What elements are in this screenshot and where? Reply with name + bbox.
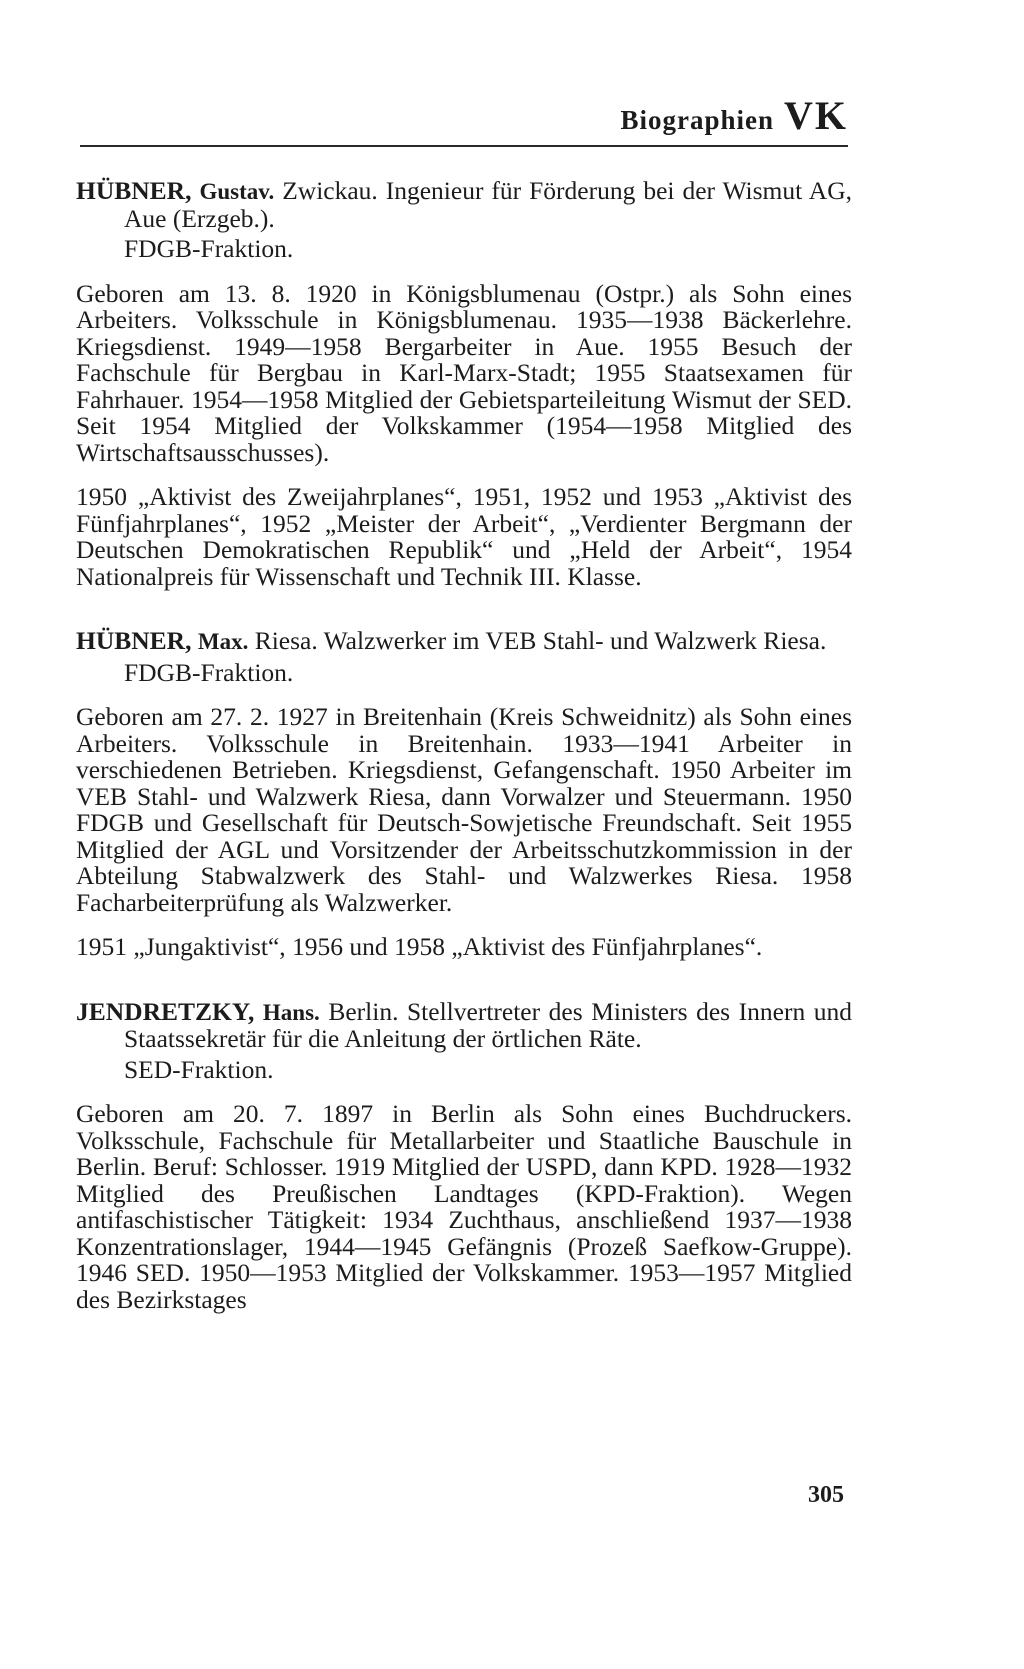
entry-heading [76, 628, 852, 656]
biography-entry [76, 178, 852, 590]
biography-entry [76, 996, 852, 1314]
entry-given-name: Max. [197, 629, 249, 654]
entry-biography: Geboren am 27. 2. 1927 in Breitenhain (Kreis Schweidnitz) als Sohn eines Arbeiters. Volksschule in Breitenhain. 1933—1941 Arbeiter in verschiedenen Betrieben. Kriegsdienst, Gefangenschaft. 1950 Arbeiter im VEB Stahl- und Walzwerk Riesa, dann Vorwalzer und Steuermann. 1950 FDGB und Gesellschaft für Deutsch-Sowjetische Freundschaft. Seit 1955 Mitglied der AGL und Vorsitzender der Arbeitsschutzkommission in der Abteilung Stabwalzwerk des Stahl- und Walzwerkes Riesa. 1958 Facharbeiterprüfung als Walzwerker. [76, 702, 852, 917]
entry-fraction: FDGB-Fraktion. [124, 234, 294, 263]
running-header [80, 92, 848, 147]
entry-position: Zwickau. Ingenieur für Förderung bei der Wismut AG, Aue (Erzgeb.). [124, 176, 852, 233]
entry-biography: Geboren am 20. 7. 1897 in Berlin als Sohn eines Buchdruckers. Volksschule, Fachschule für Metallarbeiter und Staatliche Bauschule in Berlin. Beruf: Schlosser. 1919 Mitglied der USPD, dann KPD. 1928—1932 Mitglied des Preußischen Landtages (KPD-Fraktion). Wegen antifaschistischer Tätigkeit: 1934 Zuchthaus, anschließend 1937—1938 Konzentrationslager, 1944—1945 Gefängnis (Prozeß Saefkow-Gruppe). 1946 SED. 1950—1953 Mitglied der Volkskammer. 1953—1957 Mitglied des Bezirkstages [76, 1099, 852, 1314]
entry-biography: Geboren am 13. 8. 1920 in Königsblumenau (Ostpr.) als Sohn eines Arbeiters. Volksschule in Königsblumenau. 1935—1938 Bäckerlehre. Kriegsdienst. 1949—1958 Bergarbeiter in Aue. 1955 Besuch der Fachschule für Bergbau in Karl-Marx-Stadt; 1955 Staatsexamen für Fahrhauer. 1954—1958 Mitglied der Gebietsparteileitung Wismut der SED. Seit 1954 Mitglied der Volkskammer (1954—1958 Mitglied des Wirtschaftsausschusses). [76, 278, 852, 467]
header-section-title: Biographien [620, 105, 774, 135]
entry-surname: JENDRETZKY, [76, 996, 255, 1026]
page-number: 305 [808, 1482, 844, 1508]
entry-position: Berlin. Stellvertreter des Ministers des Innern und Staatssekretär für die Anleitung der örtlichen Räte. [124, 996, 852, 1053]
entry-given-name: Hans. [262, 999, 320, 1025]
entry-position: Riesa. Walzwerker im VEB Stahl- und Walzwerk Riesa. [248, 626, 827, 655]
entry-surname: HÜBNER, [76, 176, 192, 205]
entry-heading [76, 178, 852, 232]
biography-entry [76, 628, 852, 961]
entry-awards: 1951 „Jungaktivist“, 1956 und 1958 „Aktivist des Fünfjahrplanes“. [76, 932, 763, 961]
entry-fraction: FDGB-Fraktion. [124, 657, 294, 687]
entry-given-name: Gustav. [199, 179, 275, 204]
entry-surname: HÜBNER, [76, 626, 192, 655]
entry-heading [76, 996, 852, 1053]
entry-fraction: SED-Fraktion. [124, 1054, 274, 1084]
entry-awards: 1950 „Aktivist des Zweijahrplanes“, 1951, 1952 und 1953 „Aktivist des Fünfjahrplanes“, 1952 „Meister der Arbeit“, „Verdienter Bergmann der Deutschen Demokratischen Republik“ und „Held der Arbeit“, 1954 Nationalpreis für Wissenschaft und Technik III. Klasse. [76, 482, 852, 591]
header-volume-code: VK [784, 93, 848, 138]
biography-list [76, 178, 852, 1351]
